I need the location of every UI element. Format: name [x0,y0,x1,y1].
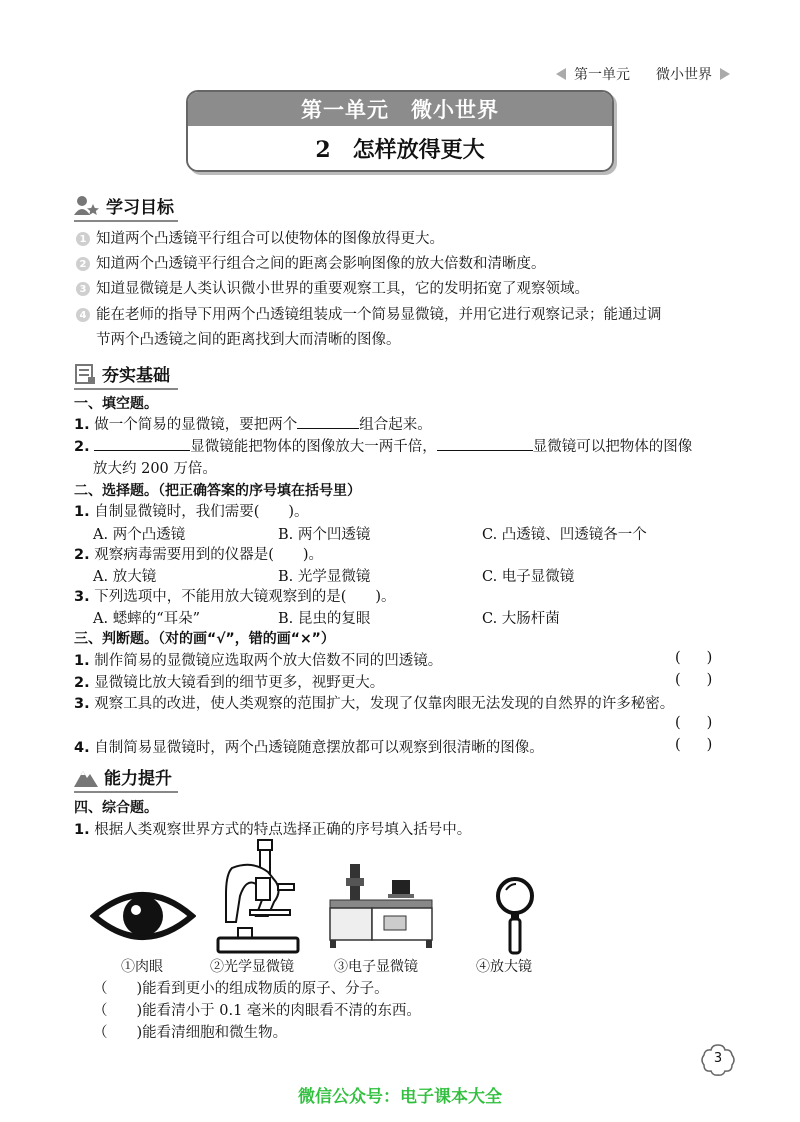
objective-item: 知道两个凸透镜平行组合可以使物体的图像放得更大。 [96,231,444,247]
choice-option[interactable]: B. 两个凹透镜 [278,527,371,543]
judge-question: 1. 制作简易的显微镜应选取两个放大倍数不同的凹透镜。 [74,653,443,669]
triangle-right-icon [720,68,730,80]
objective-item: 知道两个凸透镜平行组合之间的距离会影响图像的放大倍数和清晰度。 [96,256,546,272]
judge-question: 3. 观察工具的改进，使人类观察的范围扩大，发现了仅靠肉眼无法发现的自然界的许多秘密。 [74,696,675,712]
section-heading-ability [74,764,178,789]
section-heading-basics [74,361,178,386]
unit-title: 第一单元 微小世界 [188,92,612,126]
triangle-left-icon [556,68,566,80]
item-number-badge: 3 [76,282,90,296]
eye-icon [90,880,196,952]
objective-item-continued: 节两个凸透镜之间的距离找到大而清晰的图像。 [96,332,401,348]
answer-blank[interactable] [437,436,533,451]
section-title: 学习目标 [106,198,174,218]
running-header [530,62,730,86]
item-number-badge: 2 [76,257,90,271]
answer-parentheses[interactable]: () [675,650,739,666]
image-caption: ④放大镜 [476,959,532,975]
fill-question-2-continued: 放大约 200 万倍。 [93,461,217,477]
answer-line: （ )能看到更小的组成物质的原子、分子。 [93,981,389,997]
page-number: 3 [713,1051,723,1066]
choice-option[interactable]: A. 蟋蟀的“耳朵” [93,611,201,627]
answer-parentheses[interactable]: () [675,737,739,753]
choice-question: 3. 下列选项中，不能用放大镜观察到的是( )。 [74,589,396,605]
choice-option[interactable]: C. 电子显微镜 [482,569,575,585]
lesson-title-box [186,90,614,172]
image-caption: ②光学显微镜 [210,959,294,975]
choice-option[interactable]: C. 大肠杆菌 [482,611,560,627]
choice-heading: 二、选择题。（把正确答案的序号填在括号里） [74,483,361,499]
lesson-title: 2 怎样放得更大 [188,126,612,170]
footer-watermark: 微信公众号：电子课本大全 [298,1087,502,1107]
answer-parentheses[interactable]: () [675,672,739,688]
composite-heading: 四、综合题。 [74,800,158,816]
judge-question: 2. 显微镜比放大镜看到的细节更多，视野更大。 [74,675,385,691]
answer-line: （ )能看清小于 0.1 毫米的肉眼看不清的东西。 [93,1003,421,1019]
section-heading-objectives [74,193,178,218]
image-caption: ①肉眼 [121,959,163,975]
composite-question: 1. 根据人类观察世界方式的特点选择正确的序号填入括号中。 [74,822,472,838]
objective-item: 知道显微镜是人类认识微小世界的重要观察工具，它的发明拓宽了观察领域。 [96,281,589,297]
choice-option[interactable]: A. 放大镜 [93,569,157,585]
answer-line: （ )能看清细胞和微生物。 [93,1025,288,1041]
running-title: 微小世界 [656,67,712,83]
mountain-icon [74,767,98,787]
judge-question: 4. 自制简易显微镜时，两个凸透镜随意摆放都可以观察到很清晰的图像。 [74,740,544,756]
notebook-icon [74,363,96,385]
item-number-badge: 4 [76,308,90,322]
choice-option[interactable]: A. 两个凸透镜 [93,527,186,543]
choice-question: 1. 自制显微镜时，我们需要( )。 [74,504,309,520]
choice-question: 2. 观察病毒需要用到的仪器是( )。 [74,547,324,563]
section-title: 能力提升 [104,769,172,789]
image-caption: ③电子显微镜 [334,959,418,975]
answer-blank[interactable] [94,436,190,451]
choice-option[interactable]: B. 昆虫的复眼 [278,611,371,627]
electron-microscope-icon [326,860,436,950]
choice-option[interactable]: B. 光学显微镜 [278,569,371,585]
magnifying-glass-icon [492,876,538,956]
fill-heading: 一、填空题。 [74,396,158,412]
running-unit: 第一单元 [574,67,630,83]
answer-parentheses[interactable]: () [675,715,739,731]
answer-blank[interactable] [297,414,359,429]
objective-item: 能在老师的指导下用两个凸透镜组装成一个简易显微镜，并用它进行观察记录；能通过调 [96,307,662,323]
item-number-badge: 1 [76,232,90,246]
judge-heading: 三、判断题。（对的画“√”，错的画“×”） [74,631,335,647]
choice-option[interactable]: C. 凸透镜、凹透镜各一个 [482,527,647,543]
section-title: 夯实基础 [102,366,170,386]
fill-question-2: 2. 显微镜能把物体的图像放大一两千倍， 显微镜可以把物体的图像 [74,436,730,458]
optical-microscope-icon [212,838,304,956]
fill-question-1: 1. 做一个简易的显微镜，要把两个 组合起来。 [74,414,730,436]
learner-star-icon [74,195,100,217]
